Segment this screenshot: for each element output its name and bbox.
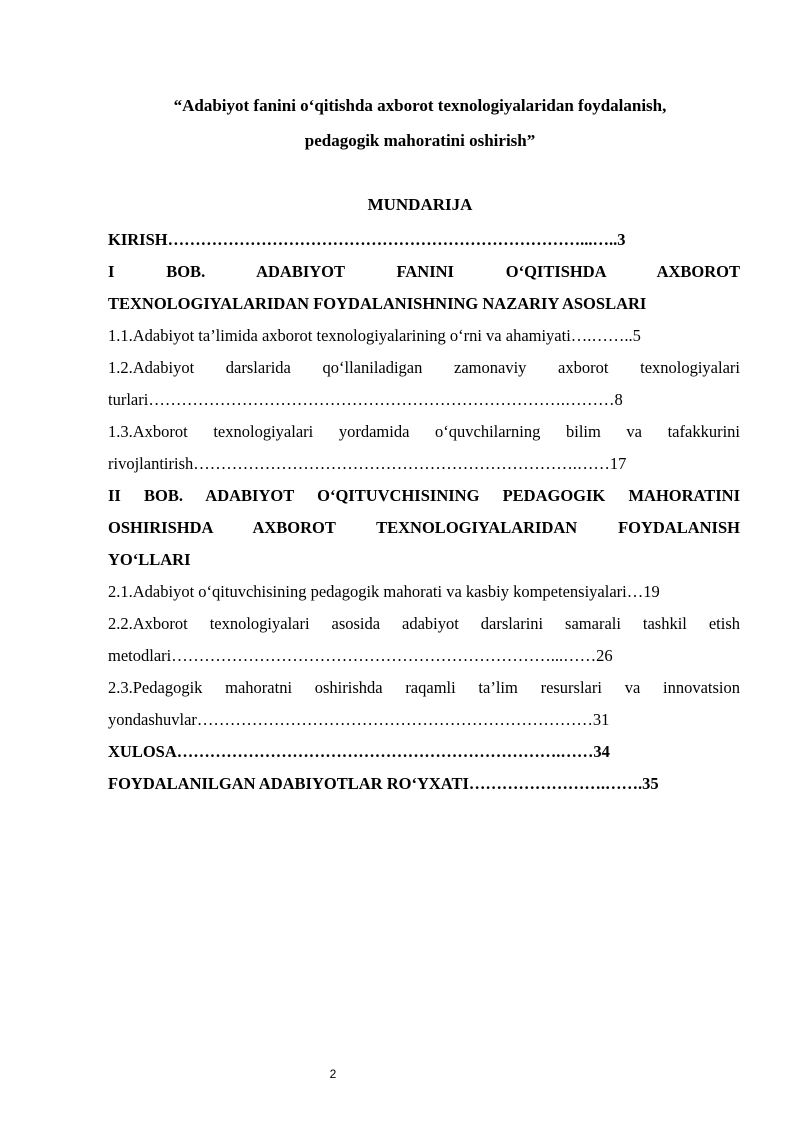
- toc-section-1-2-line-1: 1.2.Adabiyot darslarida qo‘llaniladigan zamonaviy axborot texnologiyalari: [108, 358, 740, 377]
- toc-section-1-3-line-2: rivojlantirish…………………………………………………………….……17: [108, 454, 627, 473]
- document-title-line-1: “Adabiyot fanini o‘qitishda axborot texnologiyalaridan foydalanish,: [173, 96, 667, 115]
- toc-chapter-2-line-1: II BOB. ADABIYOT O‘QITUVCHISINING PEDAGOGIK MAHORATINI: [108, 486, 740, 505]
- document-title-line-2: pedagogik mahoratini oshirish”: [304, 131, 536, 150]
- toc-section-2-2-line-2: metodlari……………………………………………………………...……26: [108, 646, 613, 665]
- toc-section-2-3-line-2: yondashuvlar………………………………………………………………31: [108, 710, 610, 729]
- toc-chapter-2-line-2: OSHIRISHDA AXBOROT TEXNOLOGIYALARIDAN FOYDALANISH: [108, 518, 740, 537]
- toc-chapter-1-line-1: I BOB. ADABIYOT FANINI O‘QITISHDA AXBOROT: [108, 262, 740, 281]
- toc-section-1-3-line-1: 1.3.Axborot texnologiyalari yordamida o‘quvchilarning bilim va tafakkurini: [108, 422, 740, 441]
- toc-entry-xulosa: XULOSA…………………………………………………………….……34: [108, 742, 610, 761]
- contents-heading: MUNDARIJA: [367, 195, 473, 214]
- toc-section-1-1: 1.1.Adabiyot ta’limida axborot texnologiyalarining o‘rni va ahamiyati….……..5: [108, 326, 641, 345]
- page-number: 2: [329, 1067, 337, 1081]
- toc-section-2-3-line-1: 2.3.Pedagogik mahoratni oshirishda raqamli ta’lim resurslari va innovatsion: [108, 678, 740, 697]
- toc-entry-kirish: KIRISH…………………………………………………………………...…..3: [108, 230, 626, 249]
- toc-entry-bibliography: FOYDALANILGAN ADABIYOTLAR RO‘YXATI…………………….…….35: [108, 774, 659, 793]
- toc-chapter-2-line-3: YO‘LLARI: [108, 550, 191, 569]
- toc-chapter-1-line-2: TEXNOLOGIYALARIDAN FOYDALANISHNING NAZARIY ASOSLARI: [108, 294, 647, 313]
- table-of-contents: [108, 224, 740, 800]
- toc-section-2-2-line-1: 2.2.Axborot texnologiyalari asosida adabiyot darslarini samarali tashkil etish: [108, 614, 740, 633]
- toc-section-1-2-line-2: turlari………………………………………………………………….………8: [108, 390, 623, 409]
- toc-section-2-1: 2.1.Adabiyot o‘qituvchisining pedagogik mahorati va kasbiy kompetensiyalari…19: [108, 582, 660, 601]
